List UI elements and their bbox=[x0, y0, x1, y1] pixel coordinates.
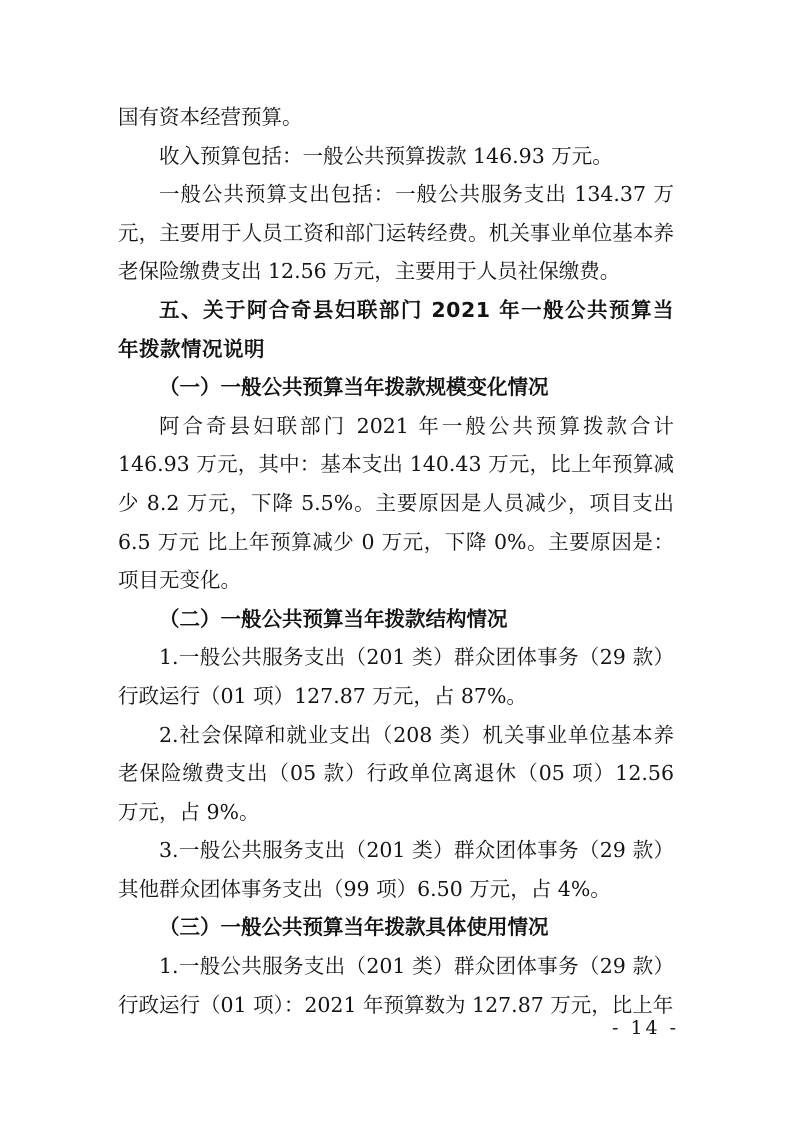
page-number: - 14 - bbox=[612, 1017, 680, 1039]
paragraph-expenditure-budget: 一般公共预算支出包括：一般公共服务支出 134.37 万元，主要用于人员工资和部门运转经费。机关事业单位基本养老保险缴费支出 12.56 万元，主要用于人员社保缴费。 bbox=[118, 182, 674, 284]
list-item-structure-3: 3.一般公共服务支出（201 类）群众团体事务（29 款）其他群众团体事务支出（99 项）6.50 万元，占 4%。 bbox=[118, 838, 674, 901]
list-item-structure-2: 2.社会保障和就业支出（208 类）机关事业单位基本养老保险缴费支出（05 款）行政单位离退休（05 项）12.56 万元，占 9%。 bbox=[118, 722, 674, 824]
subheading-structure: （二）一般公共预算当年拨款结构情况 bbox=[159, 606, 508, 631]
paragraph-continuation: 国有资本经营预算。 bbox=[118, 105, 303, 129]
list-item-usage-1: 1.一般公共服务支出（201 类）群众团体事务（29 款）行政运行（01 项）：2021 年预算数为 127.87 万元，比上年 bbox=[118, 954, 674, 1017]
subheading-scale-change: （一）一般公共预算当年拨款规模变化情况 bbox=[159, 375, 549, 400]
list-item-structure-1: 1.一般公共服务支出（201 类）群众团体事务（29 款）行政运行（01 项）127.87 万元，占 87%。 bbox=[118, 645, 674, 708]
subheading-usage: （三）一般公共预算当年拨款具体使用情况 bbox=[159, 915, 549, 940]
section-heading-five: 五、关于阿合奇县妇联部门 2021 年一般公共预算当年拨款情况说明 bbox=[118, 297, 674, 361]
paragraph-income-budget: 收入预算包括：一般公共预算拨款 146.93 万元。 bbox=[159, 143, 613, 168]
paragraph-scale-change: 阿合奇县妇联部门 2021 年一般公共预算拨款合计 146.93 万元，其中：基本支出 140.43 万元，比上年预算减少 8.2 万元，下降 5.5%。主要原因是人员减少，项目支出 6.5 万元 比上年预算减少 0 万元，下降 0%。主要原因是：项目无变化。 bbox=[118, 413, 674, 593]
document-body bbox=[118, 98, 674, 1024]
